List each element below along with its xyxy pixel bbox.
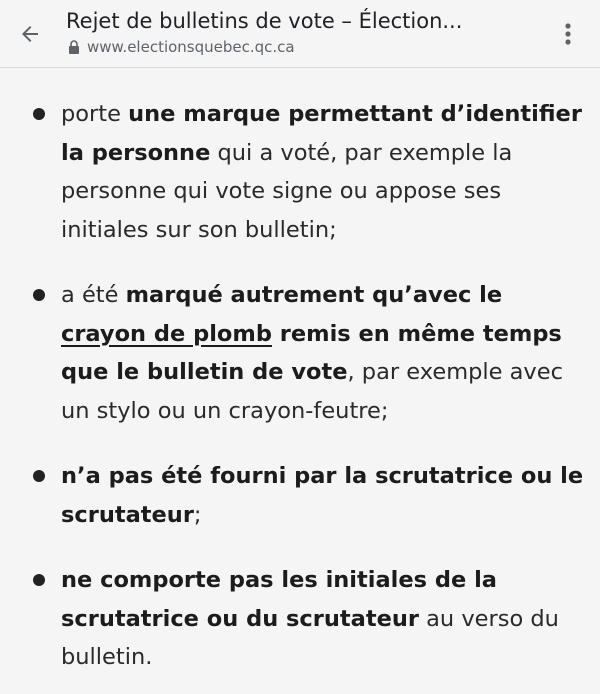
body-text: ; [193, 501, 202, 528]
list-item [0, 95, 600, 249]
browser-app-bar [0, 0, 600, 68]
emphasized-text: une marque permettant d’identifier la personne [61, 101, 582, 166]
url-row [66, 37, 536, 57]
more-vert-icon [564, 22, 572, 46]
bullet-dot-icon [33, 574, 45, 586]
rejection-reasons-list [0, 95, 600, 677]
arrow-left-icon [18, 22, 42, 46]
emphasized-text: ne comporte pas les initiales de la scrutatrice ou du scrutateur [61, 567, 497, 632]
title-block[interactable] [66, 7, 536, 57]
list-item [0, 457, 600, 534]
crayon-de-plomb-link[interactable]: crayon de plomb [61, 320, 272, 347]
list-item [0, 276, 600, 430]
body-text: qui a voté, par exemple la personne qui vote signe ou appose ses initiales sur son bulletin; [61, 139, 513, 243]
body-text: porte [61, 101, 129, 127]
emphasized-text: remis en même temps que le bulletin de vote [61, 320, 562, 385]
emphasized-text: marqué autrement qu’avec le [125, 282, 503, 308]
page-title: Rejet de bulletins de vote – Élection... [66, 9, 463, 33]
page-content [0, 69, 600, 694]
url-text: www.electionsquebec.qc.ca [87, 38, 295, 56]
list-item [0, 561, 600, 677]
bullet-dot-icon [33, 289, 45, 301]
emphasized-text: n’a pas été fourni par la scrutatrice ou le scrutateur [61, 463, 584, 528]
body-text: a été [61, 282, 126, 308]
body-text: au verso du bulletin. [61, 605, 559, 670]
overflow-menu-button[interactable] [558, 20, 578, 48]
back-button[interactable] [14, 18, 46, 50]
bullet-dot-icon [33, 108, 45, 120]
bullet-dot-icon [33, 470, 45, 482]
lock-icon [66, 39, 82, 55]
body-text: , par exemple avec un stylo ou un crayon-feutre; [61, 359, 563, 424]
